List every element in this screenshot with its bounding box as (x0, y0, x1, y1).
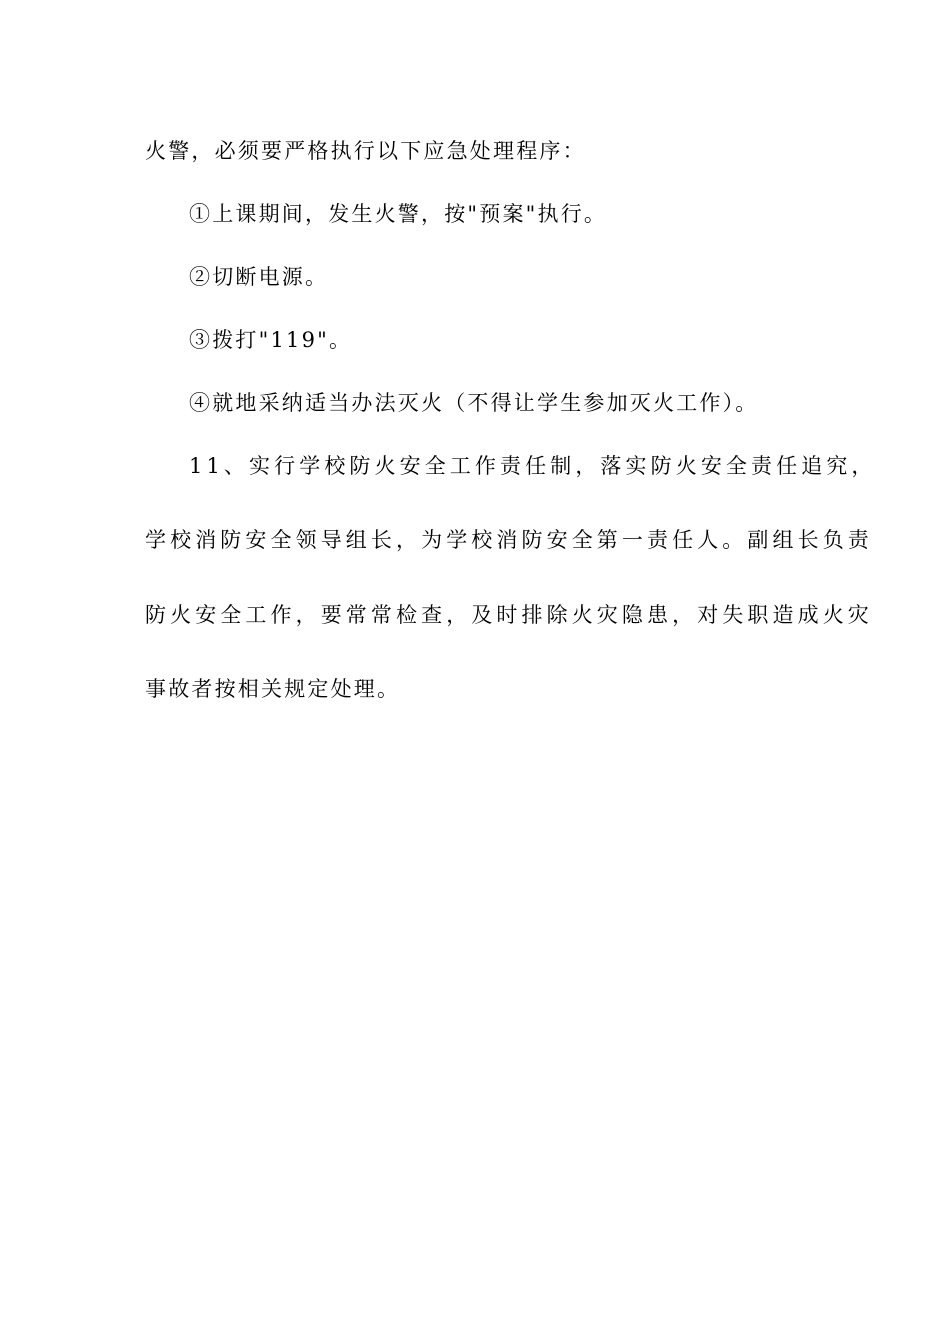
intro-line: 火警，必须要严格执行以下应急处理程序： (145, 139, 586, 163)
procedure-item-2: ②切断电源。 (189, 265, 329, 289)
section-11-line-2: 学校消防安全领导组长，为学校消防安全第一责任人。副组长负责 (145, 528, 873, 552)
section-11-line-4: 事故者按相关规定处理。 (145, 677, 401, 701)
section-11-line-3: 防火安全工作，要常常检查，及时排除火灾隐患，对失职造成火灾 (145, 603, 873, 627)
section-11-line-1: 11、实行学校防火安全工作责任制，落实防火安全责任追究， (189, 454, 877, 478)
procedure-item-1: ①上课期间，发生火警，按"预案"执行。 (189, 202, 608, 226)
procedure-item-3: ③拨打"119"。 (189, 328, 353, 352)
procedure-item-4: ④就地采纳适当办法灭火（不得让学生参加灭火工作）。 (189, 391, 759, 415)
